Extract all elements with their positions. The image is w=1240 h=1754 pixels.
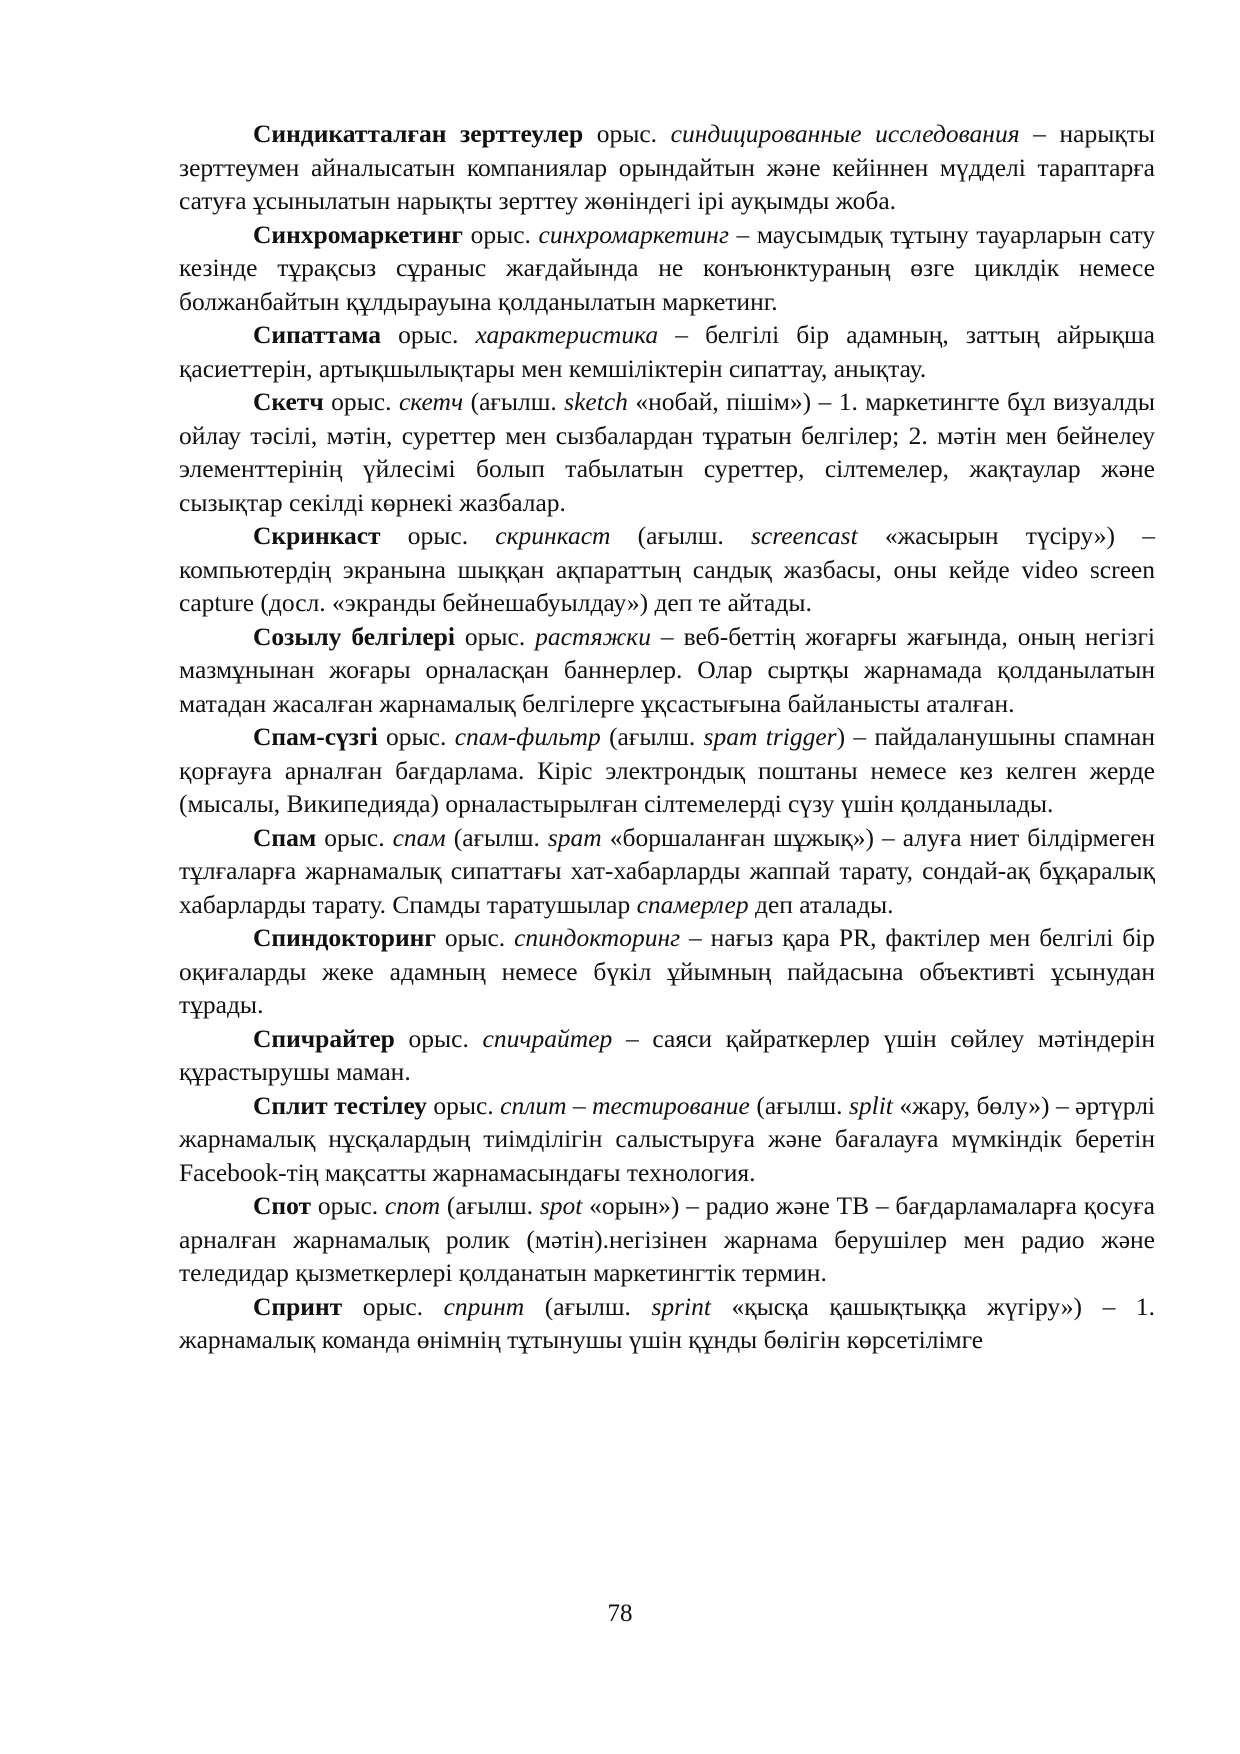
entry-language-label: орыс. bbox=[362, 1291, 424, 1321]
entry-english-term: screencast bbox=[750, 521, 858, 550]
entry-definition-tail: деп аталады. bbox=[754, 889, 894, 919]
page-number: 78 bbox=[607, 1600, 633, 1627]
entry-english-prefix: (ағылш. bbox=[544, 1291, 631, 1321]
entry-english-prefix: (ағылш. bbox=[637, 521, 724, 550]
entry-language-label: орыс. bbox=[398, 320, 459, 349]
entry-definition: – нарықты зерттеумен айналысатын компаниялар орындайтын және кейіннен мүдделі тараптарға сатуға ұсынылатын нарықты зерттеу жөніндегі ірі ауқымды жоба. bbox=[179, 119, 1156, 215]
entry-definition: – нағыз қара PR, фактілер мен белгілі бір оқиғаларды жеке адамның немесе бүкіл ұйымның пайдасына объективті ұсынудан тұрады. bbox=[179, 923, 1156, 1019]
glossary-entry bbox=[179, 218, 1155, 319]
entry-language-label: орыс. bbox=[317, 1191, 379, 1220]
entry-russian-term: спам-фильтр bbox=[454, 722, 601, 751]
entry-language-label: орыс. bbox=[407, 521, 469, 550]
entry-language-label: орыс. bbox=[464, 621, 526, 651]
entry-term: Спиндокторинг bbox=[253, 923, 436, 952]
entry-russian-term: спринт bbox=[443, 1291, 525, 1321]
entry-definition: – веб-беттің жоғарғы жағында, оның негізгі мазмұнынан жоғары орналасқан баннерлер. Олар сыртқы жарнамада қолданылатын матадан жасалған жарнамалық белгілерге ұқсастығына байланысты аталған. bbox=[179, 621, 1156, 718]
entry-english-term: spam trigger bbox=[703, 722, 837, 751]
entry-english-prefix: (ағылш. bbox=[446, 1191, 534, 1220]
entry-russian-term: спам bbox=[392, 822, 446, 852]
entry-russian-term: характеристика bbox=[475, 320, 659, 349]
glossary-entry bbox=[179, 720, 1155, 821]
entry-russian-term: сплит – тестирование bbox=[500, 1090, 750, 1120]
entry-term: Спринт bbox=[253, 1291, 343, 1321]
entry-russian-term: синдицированные исследования bbox=[670, 119, 1020, 148]
entry-italic-term: спамерлер bbox=[636, 889, 749, 919]
entry-english-prefix: (ағылш. bbox=[453, 822, 540, 852]
entry-language-label: орыс. bbox=[470, 219, 531, 249]
entry-language-label: орыс. bbox=[386, 722, 447, 751]
entry-english-prefix: (ағылш. bbox=[609, 722, 696, 751]
entry-definition: «боршаланған шұжық») – алуға ниет білдірмеген тұлғаларға жарнамалық сипаттағы хат-хабарларды жаппай тарату, сондай-ақ бұқаралық хабарларды тарату. Спамды таратушылар bbox=[179, 822, 1156, 919]
glossary-entry bbox=[179, 921, 1155, 1022]
entry-language-label: орыс. bbox=[596, 119, 658, 148]
entry-russian-term: растяжки bbox=[535, 621, 651, 651]
entry-english-prefix: (ағылш. bbox=[756, 1090, 843, 1120]
entry-english-prefix: (ағылш. bbox=[470, 387, 557, 416]
glossary-entry bbox=[179, 385, 1155, 519]
glossary-entry bbox=[179, 1089, 1155, 1190]
entry-english-term: spam bbox=[547, 822, 602, 852]
entry-definition: «жасырын түсіру») – компьютердің экранына шыққан ақпараттың сандық жазбасы, оны кейде video screen capture (досл. «экранды бейнешабуылдау») деп те айтады. bbox=[179, 521, 1155, 617]
entry-term: Спот bbox=[253, 1191, 312, 1220]
entry-definition: ) – пайдаланушыны спамнан қорғауға арналған бағдарлама. Кіріс электрондық поштаны немесе кез келген жерде (мысалы, Википедияда) орналастырылған сілтемелерді сүзу үшін қолданылады. bbox=[179, 722, 1155, 818]
entry-english-term: sprint bbox=[651, 1291, 711, 1321]
entry-definition: «орын») – радио және ТВ – бағдарламаларға қосуға арналған жарнамалық ролик (мәтін).негізінен жарнама берушілер мен радио және теледидар қызметкерлері қолданатын маркетингтік термин. bbox=[179, 1191, 1156, 1287]
glossary-entry bbox=[179, 318, 1155, 385]
entry-term: Синхромаркетинг bbox=[253, 219, 463, 249]
entry-term: Сипаттама bbox=[253, 320, 381, 349]
entry-term: Синдикатталған зерттеулер bbox=[253, 119, 584, 148]
entry-russian-term: синхромаркетинг bbox=[538, 219, 729, 249]
entry-language-label: орыс. bbox=[324, 822, 385, 852]
entry-term: Спам-сүзгі bbox=[253, 722, 378, 751]
entry-term: Спичрайтер bbox=[253, 1023, 395, 1053]
entry-russian-term: скетч bbox=[398, 387, 464, 416]
glossary-entry bbox=[179, 1022, 1155, 1089]
entry-english-term: sketch bbox=[564, 387, 628, 416]
entry-definition: – саяси қайраткерлер үшін сөйлеу мәтіндерін құрастырушы маман. bbox=[179, 1023, 1156, 1086]
glossary-entry bbox=[179, 1189, 1155, 1290]
entry-russian-term: скринкаст bbox=[495, 521, 611, 550]
glossary-entry bbox=[179, 1290, 1155, 1357]
entry-term: Скринкаст bbox=[253, 521, 381, 550]
glossary-entry bbox=[179, 519, 1155, 620]
entry-definition: «нобай, пішім») – 1. маркетингте бұл визуалды ойлау тәсілі, мәтін, суреттер мен сызбалардан тұратын белгілер; 2. мәтін мен бейнелеу элементтерінің үйлесімі болып табылатын суреттер, сілтемелер, жақтаулар және сызықтар секілді көрнекі жазбалар. bbox=[179, 387, 1156, 517]
entry-language-label: орыс. bbox=[444, 923, 506, 952]
entry-language-label: орыс. bbox=[408, 1023, 469, 1053]
entry-russian-term: спот bbox=[384, 1191, 441, 1220]
entry-english-term: spot bbox=[539, 1191, 583, 1220]
entry-term: Сплит тестілеу bbox=[253, 1090, 427, 1120]
entry-term: Спам bbox=[253, 822, 317, 852]
glossary-page bbox=[179, 117, 1155, 1357]
entry-term: Скетч bbox=[253, 387, 324, 416]
entry-term: Созылу белгілері bbox=[253, 621, 455, 651]
entry-russian-term: спиндокторинг bbox=[514, 923, 681, 952]
entry-definition: «қысқа қашықтыққа жүгіру») – 1. жарнамалық команда өнімнің тұтынушы үшін құнды бөлігін көрсетілімге bbox=[179, 1291, 1155, 1354]
entry-language-label: орыс. bbox=[433, 1090, 494, 1120]
entry-language-label: орыс. bbox=[331, 387, 392, 416]
glossary-entry bbox=[179, 620, 1155, 721]
entry-definition: «жару, бөлу») – әртүрлі жарнамалық нұсқалардың тиімділігін салыстыруға және бағалауға мүмкіндік беретін Facebook-тің мақсатты жарнамасындағы технология. bbox=[179, 1090, 1156, 1187]
entry-russian-term: спичрайтер bbox=[482, 1023, 613, 1053]
glossary-entry bbox=[179, 821, 1155, 922]
entry-definition: – маусымдық тұтыну тауарларын сату кезінде тұрақсыз сұраныс жағдайында не конъюнктураның өзге циклдік немесе болжанбайтын құлдырауына қолданылатын маркетинг. bbox=[179, 219, 1156, 316]
entry-definition: – белгілі бір адамның, заттың айрықша қасиеттерін, артықшылықтары мен кемшіліктерін сипаттау, анықтау. bbox=[179, 320, 1155, 383]
entry-english-term: split bbox=[848, 1090, 893, 1120]
glossary-entry bbox=[179, 117, 1155, 218]
